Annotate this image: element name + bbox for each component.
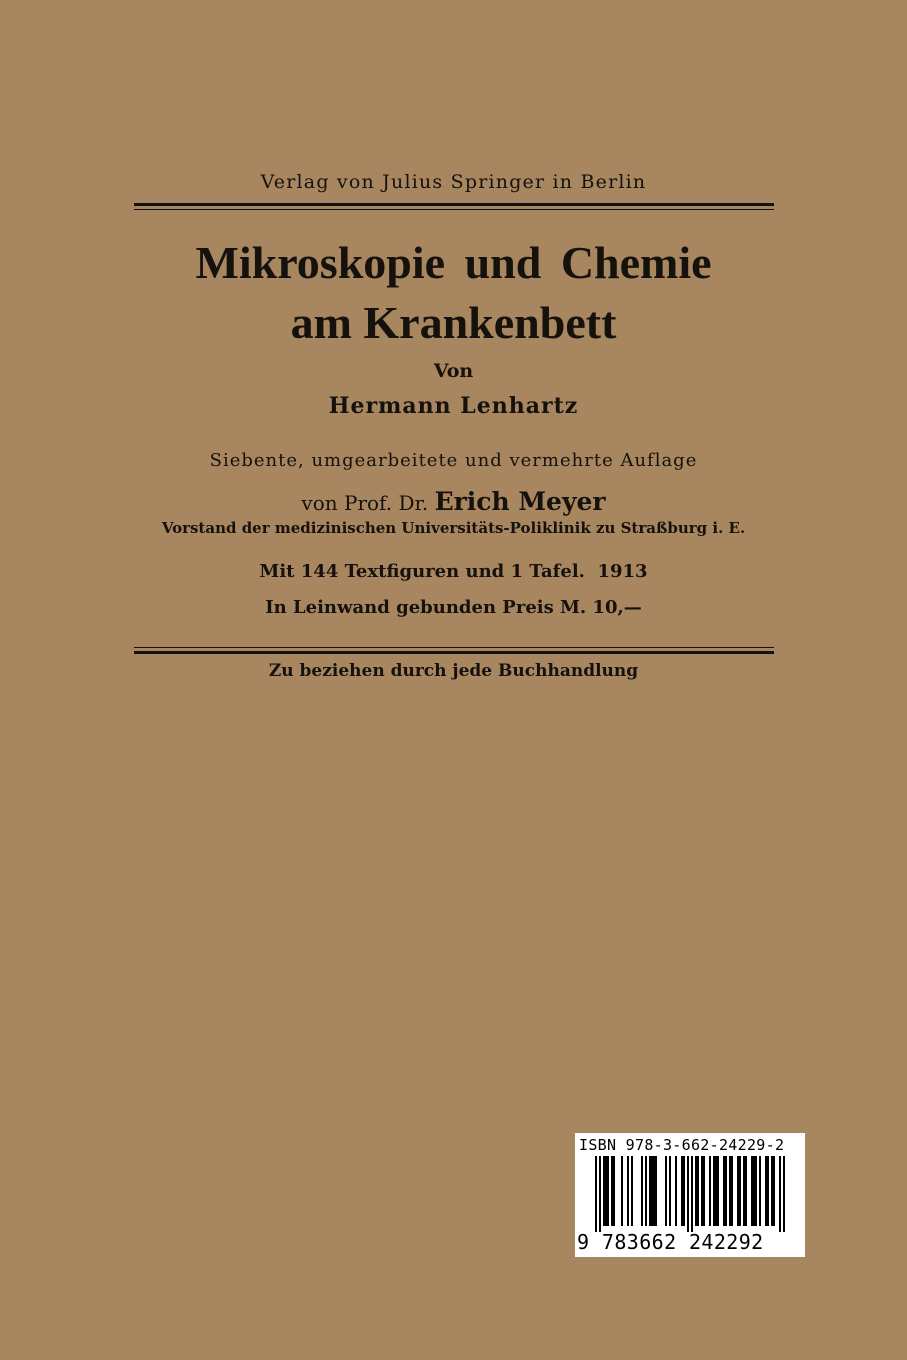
barcode-bar [695, 1156, 697, 1226]
barcode-bar [703, 1156, 705, 1226]
barcode-bar [599, 1156, 601, 1232]
availability-line: Zu beziehen durch jede Buchhandlung [268, 661, 639, 681]
barcode-bar [691, 1156, 693, 1232]
barcode-bar [649, 1156, 651, 1226]
barcode-bar [783, 1156, 785, 1232]
barcode-bar [767, 1156, 769, 1226]
barcode-bar [687, 1156, 689, 1232]
by-label: Von [433, 360, 474, 382]
top-rule-thick [134, 203, 774, 206]
isbn-label: ISBN 978-3-662-24229-2 [579, 1136, 785, 1154]
barcode-bar [653, 1156, 655, 1226]
barcode-bar [715, 1156, 717, 1226]
barcode-bar [651, 1156, 653, 1226]
barcode-bar [669, 1156, 671, 1226]
barcode-bar [779, 1156, 781, 1232]
barcode-bar [773, 1156, 775, 1226]
barcode-bar [697, 1156, 699, 1226]
barcode-bar [613, 1156, 615, 1226]
barcode-bar [655, 1156, 657, 1226]
barcode-bar [611, 1156, 613, 1226]
barcode-bar [743, 1156, 745, 1226]
barcode-bar [631, 1156, 633, 1226]
barcode-bar [725, 1156, 727, 1226]
barcode-bar [751, 1156, 753, 1226]
barcode-bar [605, 1156, 607, 1226]
barcode-bar [607, 1156, 609, 1226]
bottom-rule-thin [134, 647, 774, 648]
barcode-bar [621, 1156, 623, 1226]
editor-line [0, 487, 907, 516]
ean-digits: 9 783662 242292 [577, 1230, 764, 1254]
barcode-bar [723, 1156, 725, 1226]
barcode-bar [701, 1156, 703, 1226]
title-line-2: am Krankenbett [290, 297, 617, 348]
editor-prefix: von Prof. Dr. [301, 491, 429, 515]
barcode-bar [603, 1156, 605, 1226]
barcode-bar [731, 1156, 733, 1226]
barcode-bar [683, 1156, 685, 1226]
editor-name: Erich Meyer [434, 487, 606, 516]
barcode-bar [717, 1156, 719, 1226]
barcode-bar [627, 1156, 629, 1226]
barcode-bar [645, 1156, 647, 1226]
barcode-bar [755, 1156, 757, 1226]
barcode-bar [737, 1156, 739, 1226]
bottom-rule-thick [134, 651, 774, 654]
figures-year-line: Mit 144 Textfiguren und 1 Tafel. 1913 [259, 561, 648, 582]
barcode-bar [765, 1156, 767, 1226]
barcode-bar [729, 1156, 731, 1226]
title-line-1: Mikroskopie und Chemie [195, 237, 712, 288]
barcode-bar [641, 1156, 643, 1226]
price-line: In Leinwand gebunden Preis M. 10,— [265, 597, 642, 618]
barcode-bar [675, 1156, 677, 1226]
barcode-bar [771, 1156, 773, 1226]
barcode-bar [713, 1156, 715, 1226]
barcode-bar [665, 1156, 667, 1226]
barcode-bar [709, 1156, 711, 1226]
top-rule-thin [134, 209, 774, 210]
barcode-bar [739, 1156, 741, 1226]
barcode-bar [753, 1156, 755, 1226]
barcode-bar [745, 1156, 747, 1226]
isbn-barcode [575, 1133, 805, 1257]
barcode-bar [681, 1156, 683, 1226]
editor-position: Vorstand der medizinischen Universitäts-Poliklinik zu Straßburg i. E. [161, 519, 746, 537]
author-name: Hermann Lenhartz [328, 393, 579, 419]
barcode-bar [759, 1156, 761, 1226]
publisher-line: Verlag von Julius Springer in Berlin [260, 171, 647, 193]
barcode-bars [575, 1156, 805, 1234]
barcode-bar [595, 1156, 597, 1232]
edition-line: Siebente, umgearbeitete und vermehrte Auflage [209, 450, 698, 471]
